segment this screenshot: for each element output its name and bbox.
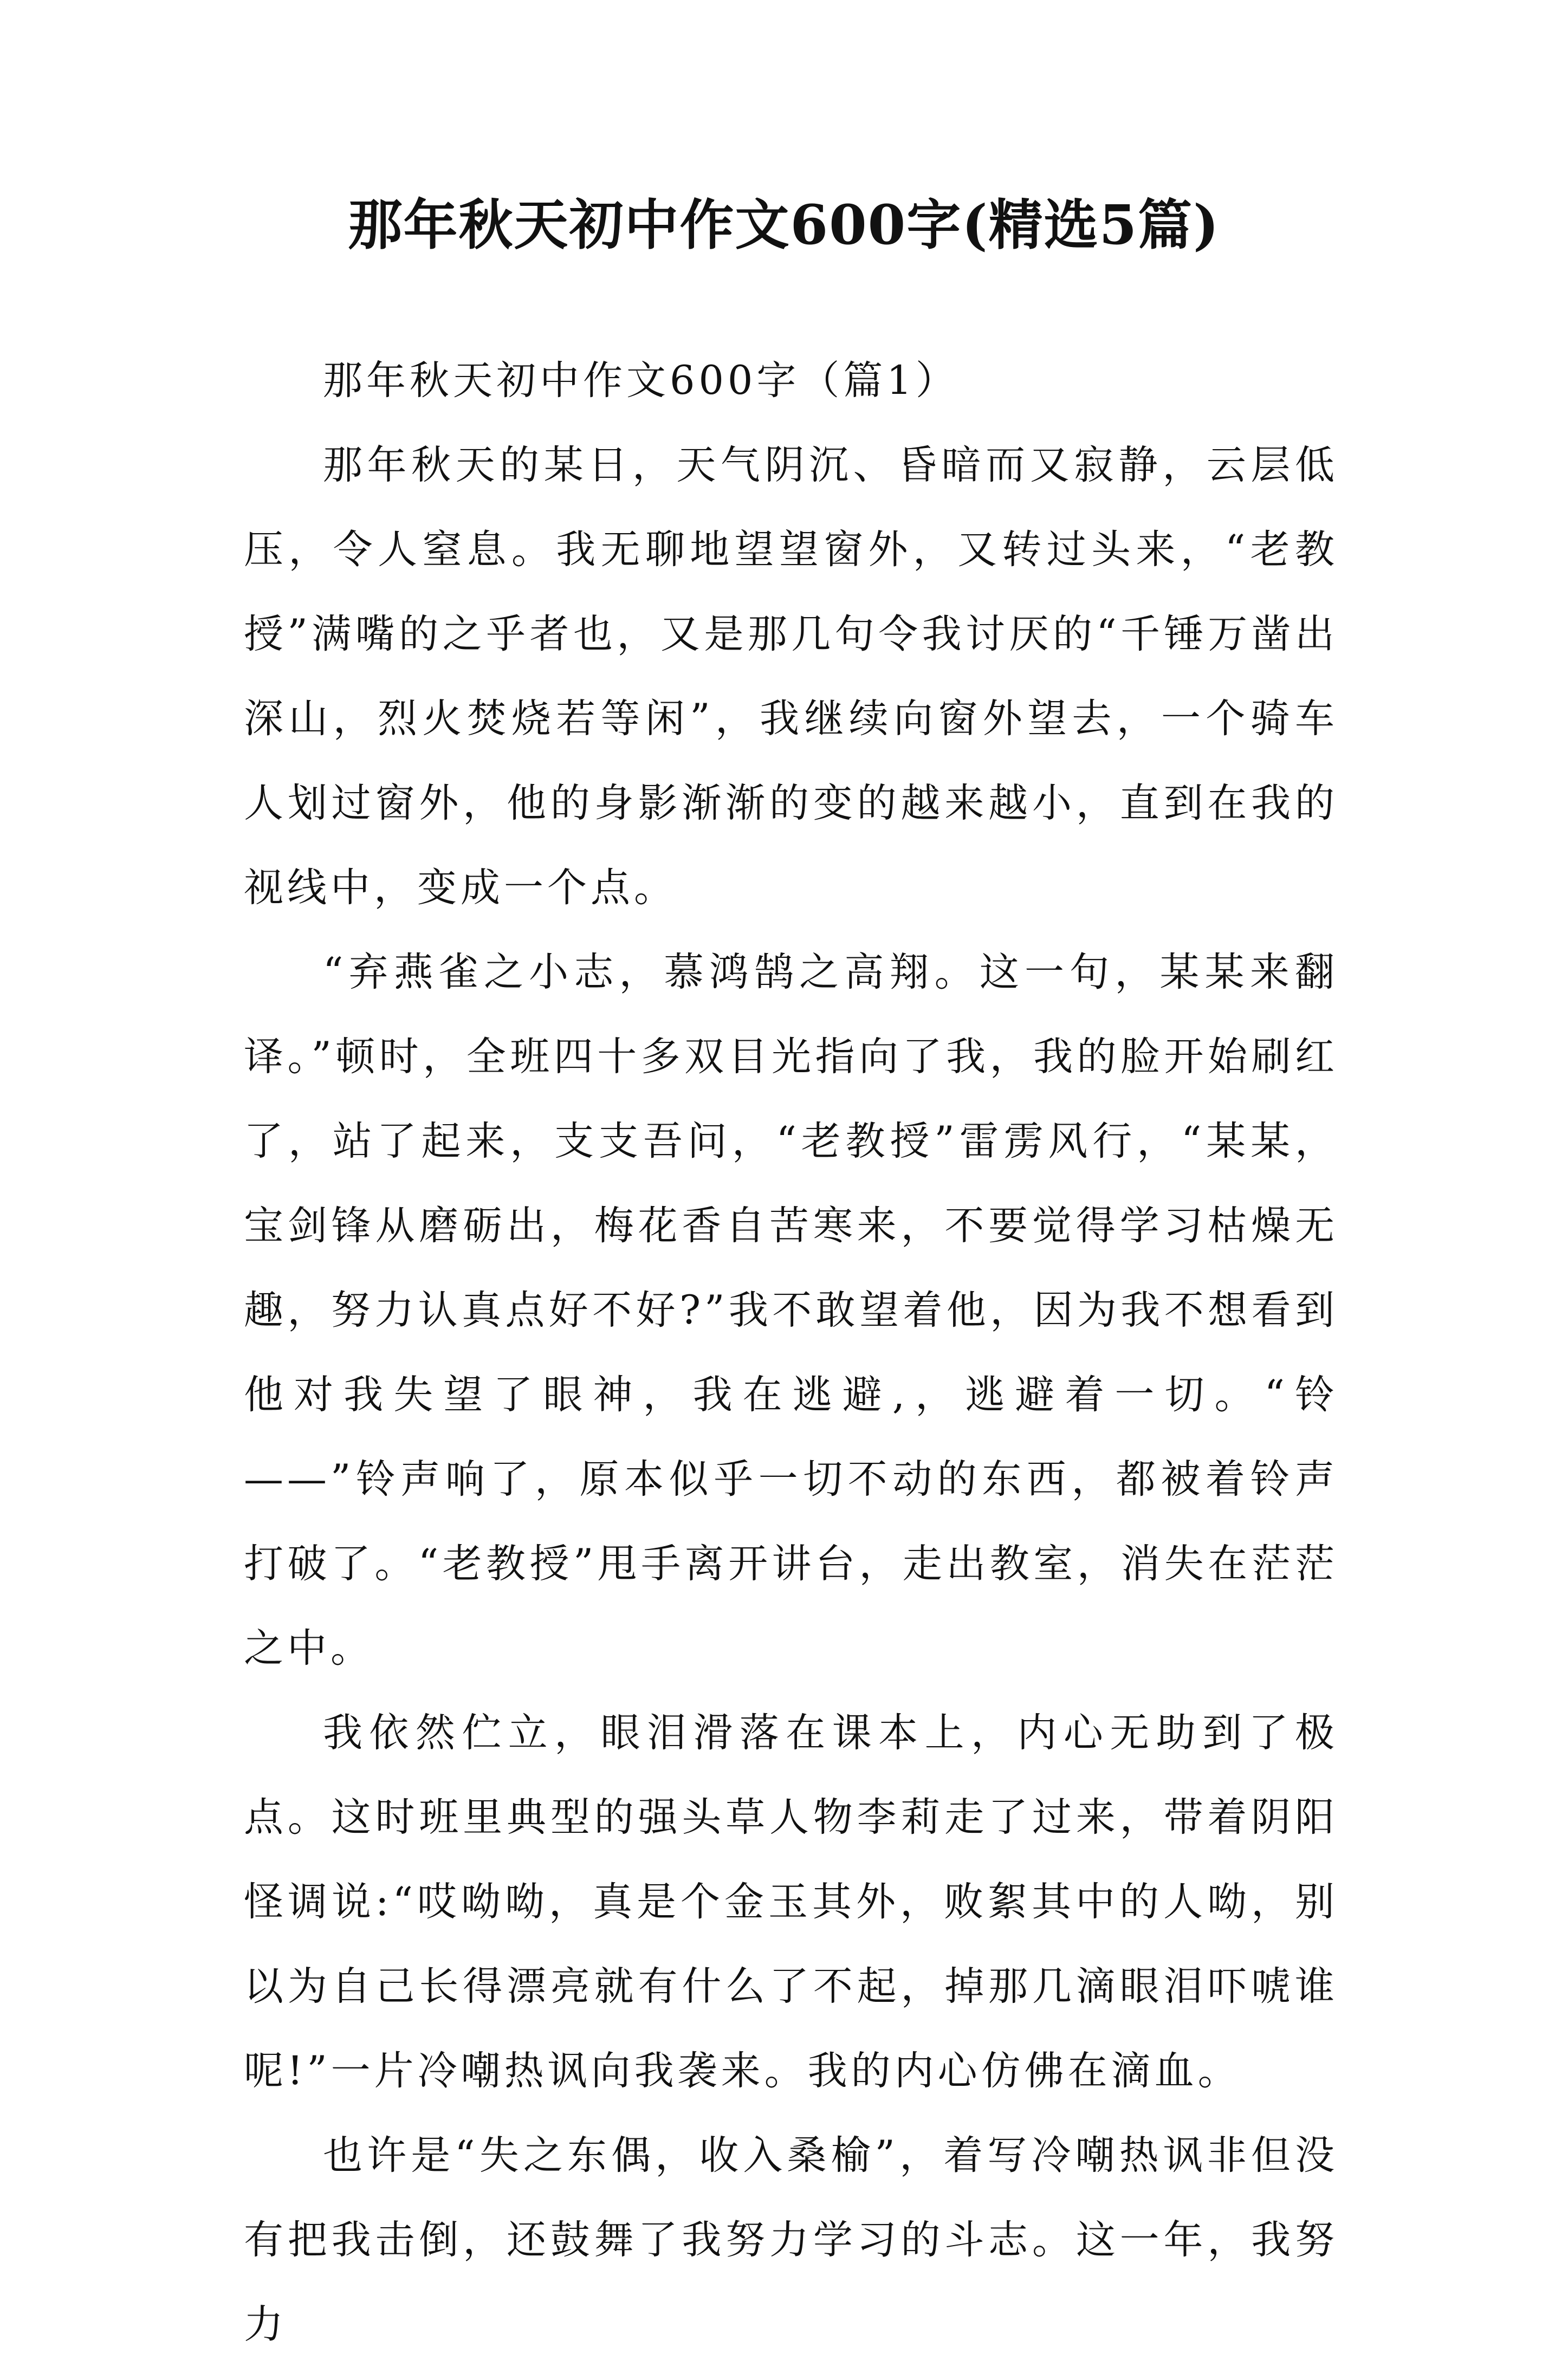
document-body — [244, 339, 1338, 2367]
paragraph: 我依然伫立，眼泪滑落在课本上，内心无助到了极点。这时班里典型的强头草人物李莉走了过来，带着阴阳怪调说:“哎呦呦，真是个金玉其外，败絮其中的人呦，别以为自己长得漂亮就有什么了不起，掉那几滴眼泪吓唬谁呢!”一片冷嘲热讽向我袭来。我的内心仿佛在滴血。 — [244, 1710, 1338, 2094]
paragraph: 也许是“失之东偶，收入桑榆”，着写冷嘲热讽非但没有把我击倒，还鼓舞了我努力学习的斗志。这一年，我努力 — [244, 2132, 1338, 2347]
document-title: 那年秋天初中作文600字(精选5篇) — [348, 193, 1220, 257]
paragraph: 那年秋天的某日，天气阴沉、昏暗而又寂静，云层低压，令人窒息。我无聊地望望窗外，又转过头来，“老教授”满嘴的之乎者也，又是那几句令我讨厌的“千锤万凿出深山，烈火焚烧若等闲”，我继续向窗外望去，一个骑车人划过窗外，他的身影渐渐的变的越来越小，直到在我的视线中，变成一个点。 — [244, 442, 1338, 911]
paragraph: “弃燕雀之小志，慕鸿鹄之高翔。这一句，某某来翻译。”顿时，全班四十多双目光指向了我，我的脸开始刷红了，站了起来，支支吾问，“老教授”雷雳风行，“某某，宝剑锋从磨砺出，梅花香自苦寒来，不要觉得学习枯燥无趣，努力认真点好不好?”我不敢望着他，因为我不想看到他对我失望了眼神，我在逃避,，逃避着一切。“铃——”铃声响了，原本似乎一切不动的东西，都被着铃声打破了。“老教授”甩手离开讲台，走出教室，消失在茫茫之中。 — [244, 949, 1338, 1671]
section-heading: 那年秋天初中作文600字（篇1） — [323, 358, 959, 404]
